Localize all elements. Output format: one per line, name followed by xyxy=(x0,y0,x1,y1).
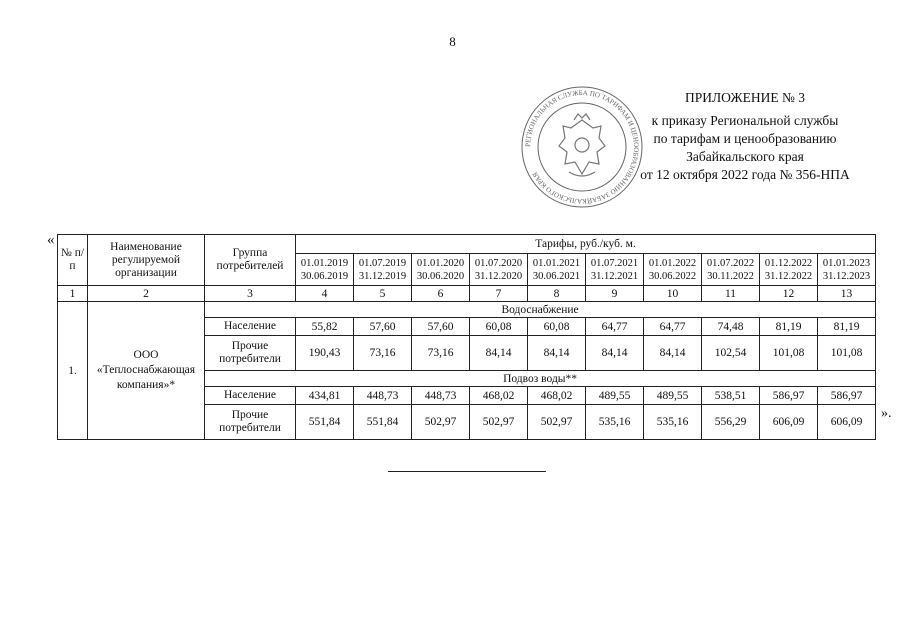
period-header xyxy=(586,254,644,286)
period-to: 31.12.2019 xyxy=(358,270,407,282)
page-number: 8 xyxy=(449,34,456,49)
column-number: 4 xyxy=(296,286,354,302)
period-from: 01.12.2022 xyxy=(764,257,813,269)
header-consumer-group: Группа потребителей xyxy=(205,235,296,286)
tariff-value: 556,29 xyxy=(702,405,760,440)
period-to: 31.12.2023 xyxy=(822,270,871,282)
period-to: 31.12.2022 xyxy=(764,270,813,282)
tariff-value: 502,97 xyxy=(412,405,470,440)
tariffs-table xyxy=(57,234,876,440)
period-from: 01.07.2020 xyxy=(474,257,523,269)
tariff-value: 489,55 xyxy=(586,387,644,405)
column-number: 12 xyxy=(760,286,818,302)
tariff-value: 434,81 xyxy=(296,387,354,405)
header-organization: Наименование регулируемой организации xyxy=(88,235,205,286)
period-from: 01.01.2020 xyxy=(416,257,465,269)
tariff-value: 60,08 xyxy=(470,318,528,336)
tariff-value: 468,02 xyxy=(470,387,528,405)
period-to: 30.06.2020 xyxy=(416,270,465,282)
period-from: 01.01.2019 xyxy=(300,257,349,269)
period-to: 30.06.2021 xyxy=(532,270,581,282)
tariff-value: 74,48 xyxy=(702,318,760,336)
tariff-value: 502,97 xyxy=(470,405,528,440)
tariff-value: 73,16 xyxy=(354,336,412,371)
period-from: 01.01.2023 xyxy=(822,257,871,269)
coat-of-arms-emblem xyxy=(559,114,605,176)
period-header xyxy=(818,254,876,286)
tariff-value: 55,82 xyxy=(296,318,354,336)
period-header xyxy=(644,254,702,286)
tariff-value: 57,60 xyxy=(354,318,412,336)
column-number: 13 xyxy=(818,286,876,302)
section-row xyxy=(58,302,876,318)
appendix-line-1: к приказу Региональной службы xyxy=(651,113,839,128)
tariff-value: 606,09 xyxy=(760,405,818,440)
tariff-value: 81,19 xyxy=(760,318,818,336)
column-number: 1 xyxy=(58,286,88,302)
column-number: 7 xyxy=(470,286,528,302)
column-number: 11 xyxy=(702,286,760,302)
column-numbers-row xyxy=(58,286,876,302)
appendix-title: ПРИЛОЖЕНИЕ № 3 xyxy=(684,90,806,105)
tariff-value: 84,14 xyxy=(528,336,586,371)
tariff-value: 586,97 xyxy=(818,387,876,405)
separator-line xyxy=(388,471,546,472)
appendix-line-4: от 12 октября 2022 года № 356-НПА xyxy=(640,167,850,182)
column-number: 10 xyxy=(644,286,702,302)
column-number: 6 xyxy=(412,286,470,302)
period-from: 01.07.2022 xyxy=(706,257,755,269)
tariff-value: 535,16 xyxy=(586,405,644,440)
appendix-line-3: Забайкальского края xyxy=(686,149,804,164)
period-to: 30.06.2019 xyxy=(300,270,349,282)
period-from: 01.07.2021 xyxy=(590,257,639,269)
period-to: 30.06.2022 xyxy=(648,270,697,282)
tariff-value: 84,14 xyxy=(586,336,644,371)
tariff-value: 489,55 xyxy=(644,387,702,405)
column-number: 5 xyxy=(354,286,412,302)
tariff-value: 606,09 xyxy=(818,405,876,440)
period-header xyxy=(412,254,470,286)
tariff-value: 64,77 xyxy=(586,318,644,336)
consumer-group: Прочие потребители xyxy=(205,405,296,440)
section-title: Подвоз воды** xyxy=(205,371,876,387)
period-from: 01.01.2022 xyxy=(648,257,697,269)
period-to: 31.12.2021 xyxy=(590,270,639,282)
tariff-value: 84,14 xyxy=(644,336,702,371)
appendix-header xyxy=(610,89,880,184)
period-header xyxy=(528,254,586,286)
section-title: Водоснабжение xyxy=(205,302,876,318)
tariff-value: 586,97 xyxy=(760,387,818,405)
tariff-value: 502,97 xyxy=(528,405,586,440)
header-num: № п/п xyxy=(58,235,88,286)
period-from: 01.01.2021 xyxy=(532,257,581,269)
tariff-value: 551,84 xyxy=(354,405,412,440)
tariff-value: 81,19 xyxy=(818,318,876,336)
tariff-value: 468,02 xyxy=(528,387,586,405)
row-number: 1. xyxy=(58,302,88,440)
tariff-value: 101,08 xyxy=(760,336,818,371)
period-header xyxy=(296,254,354,286)
consumer-group: Прочие потребители xyxy=(205,336,296,371)
column-number: 8 xyxy=(528,286,586,302)
period-to: 30.11.2022 xyxy=(707,270,754,282)
tariff-value: 448,73 xyxy=(412,387,470,405)
tariff-value: 448,73 xyxy=(354,387,412,405)
tariff-value: 101,08 xyxy=(818,336,876,371)
tariff-value: 535,16 xyxy=(644,405,702,440)
column-number: 2 xyxy=(88,286,205,302)
tariff-value: 190,43 xyxy=(296,336,354,371)
period-header xyxy=(470,254,528,286)
tariff-value: 73,16 xyxy=(412,336,470,371)
organization-name: ООО «Теплоснабжающая компания»* xyxy=(88,302,205,440)
closing-quote: ». xyxy=(881,406,892,421)
stamp-text: РЕГИОНАЛЬНАЯ СЛУЖБА ПО ТАРИФАМ И ЦЕНООБРАЗОВАНИЮ ЗАБАЙКАЛЬСКОГО КРАЯ xyxy=(523,88,641,206)
appendix-line-2: по тарифам и ценообразованию xyxy=(653,131,837,146)
column-number: 9 xyxy=(586,286,644,302)
period-from: 01.07.2019 xyxy=(358,257,407,269)
tariff-value: 538,51 xyxy=(702,387,760,405)
tariff-value: 551,84 xyxy=(296,405,354,440)
tariff-value: 84,14 xyxy=(470,336,528,371)
period-header xyxy=(702,254,760,286)
column-number: 3 xyxy=(205,286,296,302)
period-header xyxy=(760,254,818,286)
opening-quote: « xyxy=(47,232,55,248)
period-to: 31.12.2020 xyxy=(474,270,523,282)
header-tariffs: Тарифы, руб./куб. м. xyxy=(296,235,876,254)
tariff-value: 60,08 xyxy=(528,318,586,336)
tariff-value: 102,54 xyxy=(702,336,760,371)
consumer-group: Население xyxy=(205,318,296,336)
tariff-value: 64,77 xyxy=(644,318,702,336)
consumer-group: Население xyxy=(205,387,296,405)
period-header xyxy=(354,254,412,286)
tariff-value: 57,60 xyxy=(412,318,470,336)
